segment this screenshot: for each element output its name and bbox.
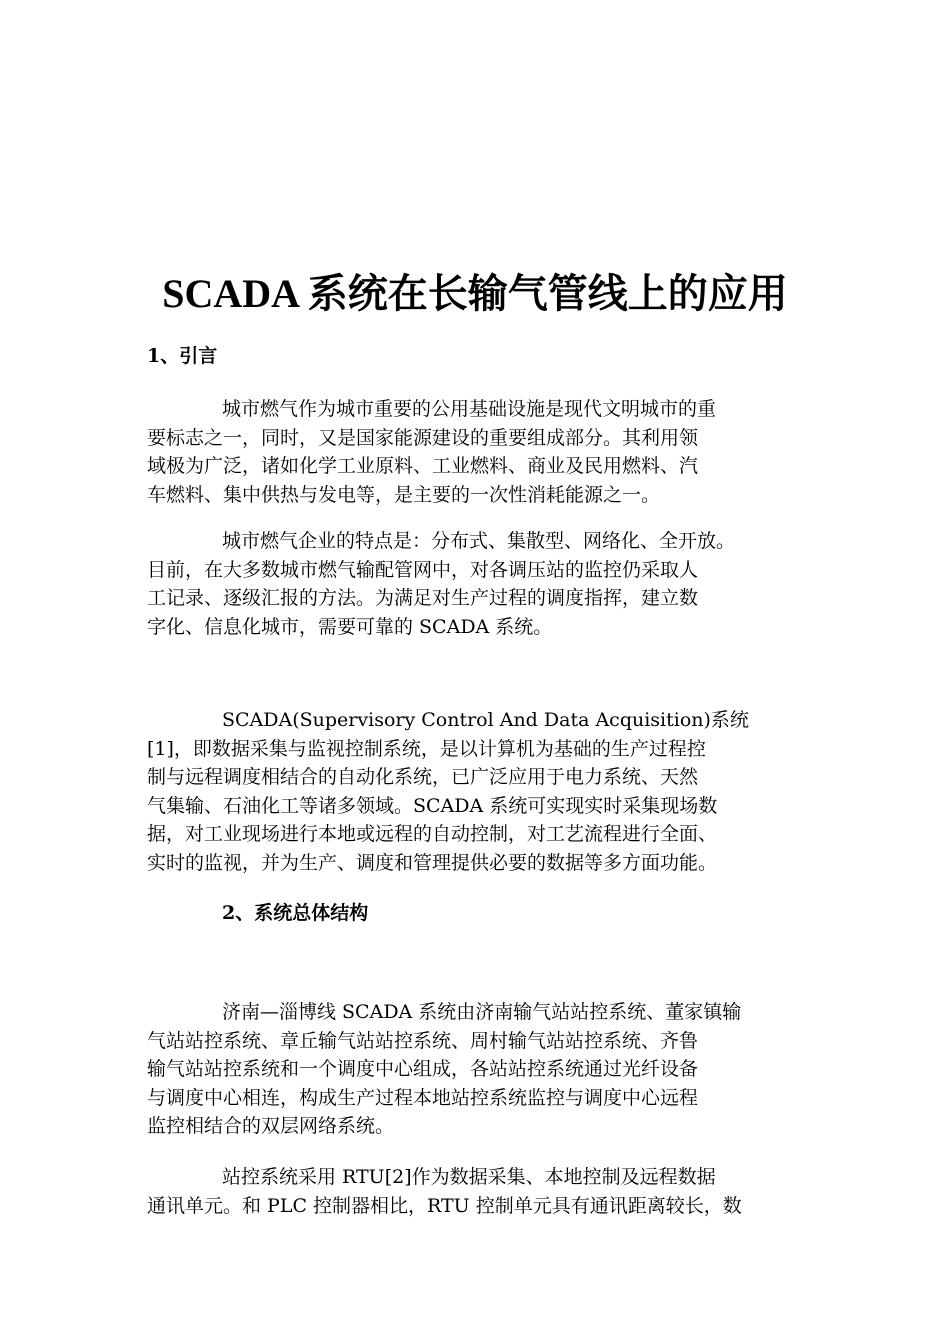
paragraph-line: 气集输、石油化工等诸多领域。SCADA 系统可实现实时采集现场数 <box>147 794 718 817</box>
paragraph-line: 监控相结合的双层网络系统。 <box>147 1115 395 1137</box>
paragraph-4 <box>147 998 807 1141</box>
paragraph-line: 城市燃气作为城市重要的公用基础设施是现代文明城市的重 <box>222 398 717 420</box>
paragraph-line: 输气站站控系统和一个调度中心组成，各站站控系统通过光纤设备 <box>147 1058 699 1080</box>
paragraph-line: 制与远程调度相结合的自动化系统，已广泛应用于电力系统、天然 <box>147 766 699 788</box>
paragraph-5 <box>147 1163 807 1220</box>
paragraph-1 <box>147 395 807 509</box>
paragraph-line: 车燃料、集中供热与发电等，是主要的一次性消耗能源之一。 <box>147 483 661 506</box>
paragraph-line: 要标志之一，同时，又是国家能源建设的重要组成部分。其利用领 <box>147 426 699 449</box>
paragraph-line: [1]，即数据采集与监视控制系统，是以计算机为基础的生产过程控 <box>147 737 706 760</box>
document-title: SCADA 系统在长输气管线上的应用 <box>162 271 788 316</box>
paragraph-line: 域极为广泛，诸如化学工业原料、工业燃料、商业及民用燃料、汽 <box>147 455 699 477</box>
paragraph-line: 与调度中心相连，构成生产过程本地站控系统监控与调度中心远程 <box>147 1086 699 1109</box>
paragraph-line: 济南—淄博线 SCADA 系统由济南输气站站控系统、董家镇输 <box>222 1001 742 1023</box>
paragraph-line: 目前，在大多数城市燃气输配管网中，对各调压站的监控仍采取人 <box>147 558 699 581</box>
paragraph-2 <box>147 527 807 641</box>
paragraph-line: 气站站控系统、章丘输气站站控系统、周村输气站站控系统、齐鲁 <box>147 1029 699 1052</box>
paragraph-line: SCADA(Supervisory Control And Data Acquisition)系统 <box>222 709 749 731</box>
paragraph-line: 实时的监视，并为生产、调度和管理提供必要的数据等多方面功能。 <box>147 851 718 874</box>
paragraph-line: 站控系统采用 RTU[2]作为数据采集、本地控制及远程数据 <box>222 1166 716 1188</box>
section-heading-system-structure: 2、系统总体结构 <box>222 902 369 924</box>
paragraph-line: 城市燃气企业的特点是：分布式、集散型、网络化、全开放。 <box>222 530 736 552</box>
paragraph-line: 据，对工业现场进行本地或远程的自动控制，对工艺流程进行全面、 <box>147 823 718 845</box>
section-heading-introduction: 1、引言 <box>147 345 218 367</box>
paragraph-line: 工记录、逐级汇报的方法。为满足对生产过程的调度指挥，建立数 <box>147 587 699 609</box>
paragraph-line: 通讯单元。和 PLC 控制器相比，RTU 控制单元具有通讯距离较长，数 <box>147 1194 742 1217</box>
paragraph-3 <box>147 706 807 877</box>
paragraph-line: 字化、信息化城市，需要可靠的 SCADA 系统。 <box>147 615 553 638</box>
